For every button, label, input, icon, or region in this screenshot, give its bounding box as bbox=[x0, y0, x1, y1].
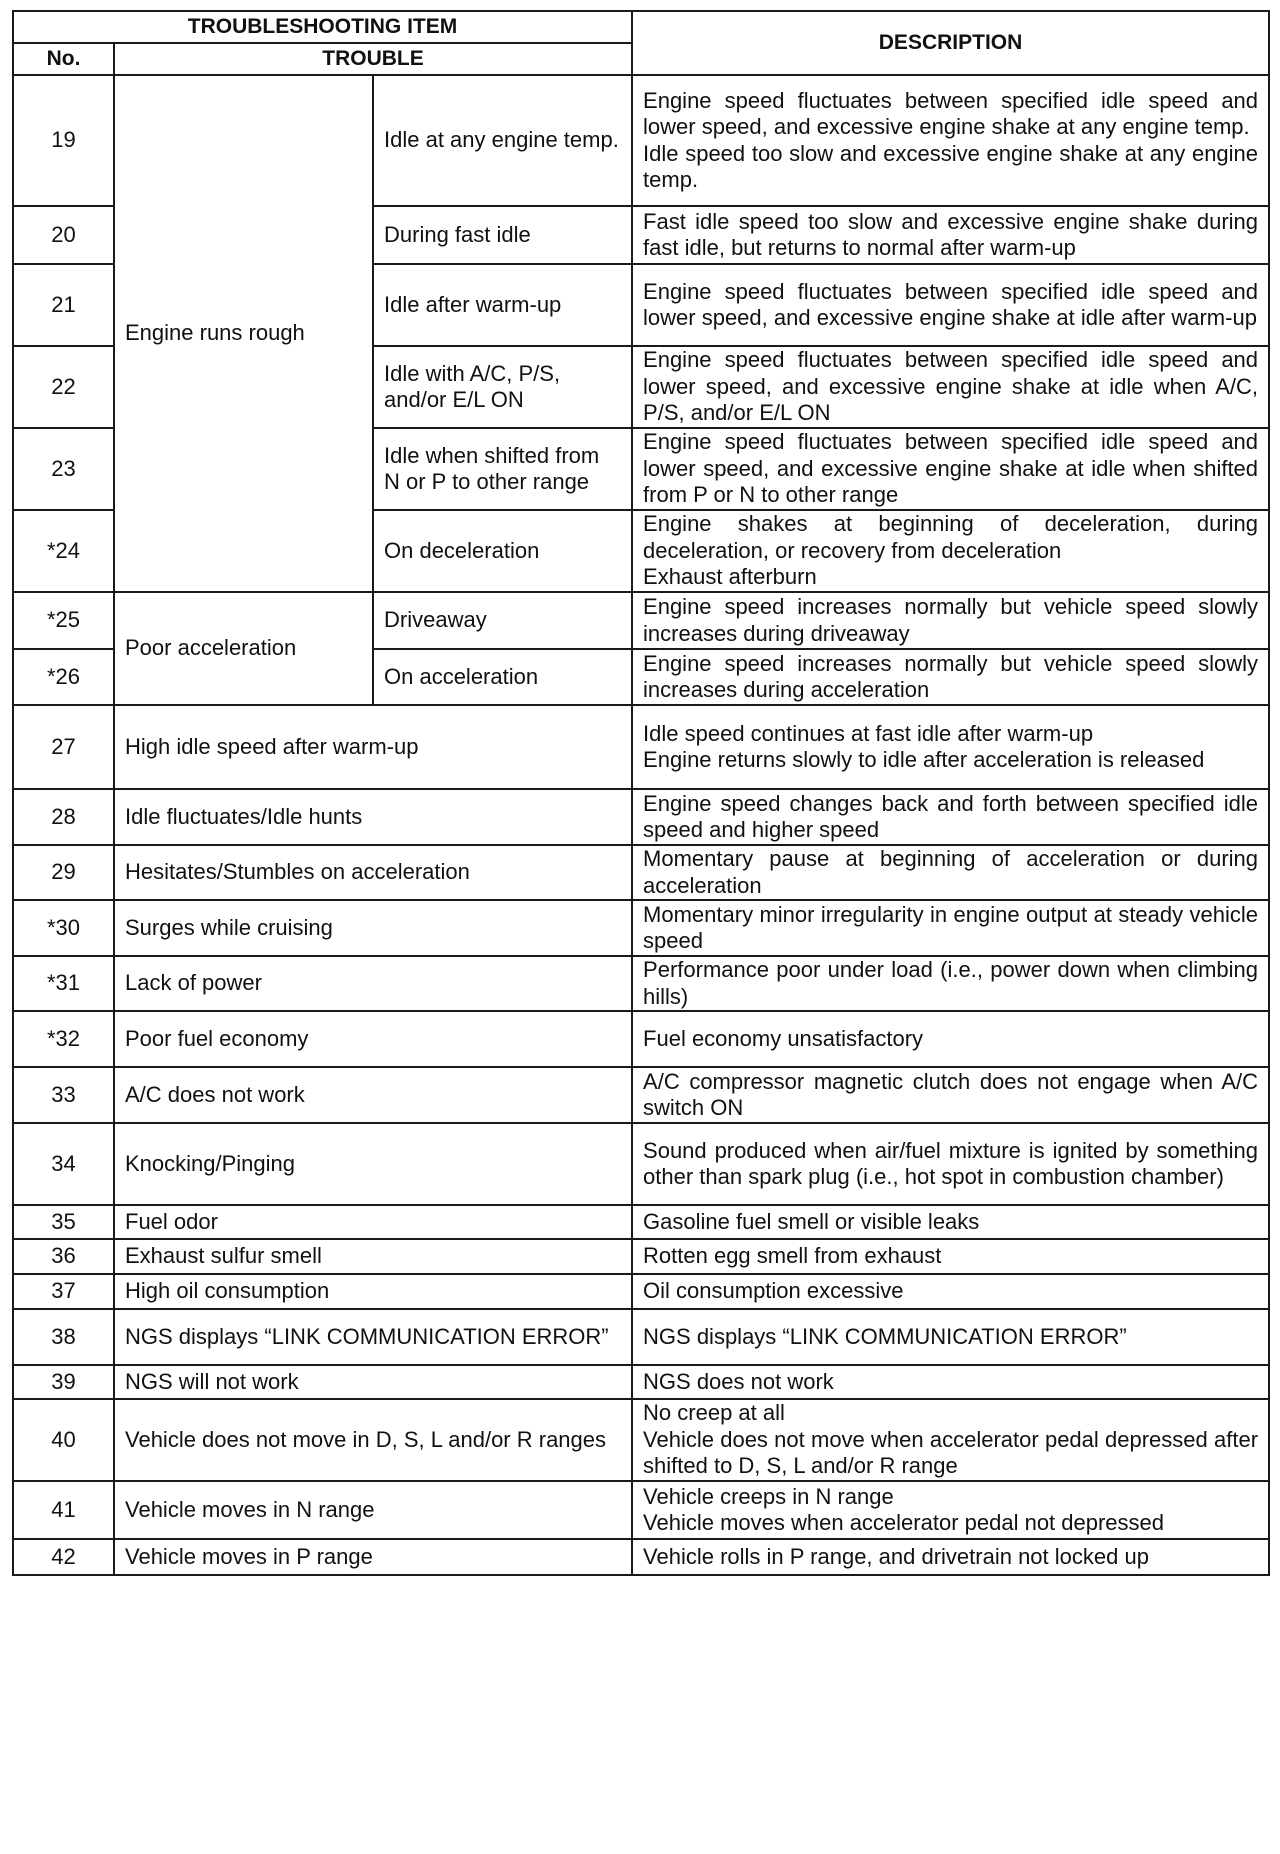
description-line: Momentary pause at beginning of acceleration or during acceleration bbox=[643, 846, 1259, 898]
description-line: Momentary minor irregularity in engine output at steady vehicle speed bbox=[643, 901, 1259, 953]
description-line: Sound produced when air/fuel mixture is ignited by something other than spark plug (i.e., hot spot in combustion chamber) bbox=[643, 1137, 1259, 1189]
table-row bbox=[13, 592, 1269, 649]
row-number: 33 bbox=[13, 1067, 114, 1123]
table-row bbox=[13, 1067, 1269, 1123]
trouble-cell: Exhaust sulfur smell bbox=[114, 1239, 632, 1274]
row-number: 36 bbox=[13, 1239, 114, 1274]
row-number: 34 bbox=[13, 1123, 114, 1205]
description-cell bbox=[632, 705, 1269, 789]
trouble-cell: Lack of power bbox=[114, 956, 632, 1011]
row-number: *26 bbox=[13, 649, 114, 705]
header-troubleshooting-item: TROUBLESHOOTING ITEM bbox=[13, 11, 632, 43]
description-line: Engine speed fluctuates between specified idle speed and lower speed, and excessive engine shake at idle after warm-up bbox=[643, 278, 1259, 330]
table-row bbox=[13, 900, 1269, 956]
header-row-top bbox=[13, 11, 1269, 43]
trouble-cell: NGS displays “LINK COMMUNICATION ERROR” bbox=[114, 1309, 632, 1365]
description-line: Gasoline fuel smell or visible leaks bbox=[643, 1208, 980, 1234]
description-line: Engine returns slowly to idle after acceleration is released bbox=[643, 747, 1205, 772]
trouble-subitem: Idle when shifted from N or P to other range bbox=[373, 428, 632, 510]
description-cell bbox=[632, 1123, 1269, 1205]
trouble-subitem: On acceleration bbox=[373, 649, 632, 705]
table-row bbox=[13, 1205, 1269, 1239]
trouble-subitem: Idle after warm-up bbox=[373, 264, 632, 346]
trouble-cell: Fuel odor bbox=[114, 1205, 632, 1239]
trouble-cell: Knocking/Pinging bbox=[114, 1123, 632, 1205]
description-cell bbox=[632, 428, 1269, 510]
description-line: Fuel economy unsatisfactory bbox=[643, 1025, 924, 1051]
header-trouble: TROUBLE bbox=[114, 43, 632, 75]
description-line: Engine shakes at beginning of deceleration, during deceleration, or recovery from deceleration bbox=[643, 511, 1259, 563]
table-row bbox=[13, 845, 1269, 900]
row-number: 41 bbox=[13, 1481, 114, 1539]
trouble-cell: Hesitates/Stumbles on acceleration bbox=[114, 845, 632, 900]
description-line: Engine speed fluctuates between specified idle speed and lower speed, and excessive engine shake at idle when A/C, P/S, and/or E/L ON bbox=[643, 347, 1259, 426]
troubleshooting-page bbox=[12, 10, 1268, 1576]
description-line: Vehicle does not move when accelerator pedal depressed after shifted to D, S, L and/or R range bbox=[643, 1426, 1259, 1479]
trouble-cell: Vehicle moves in P range bbox=[114, 1539, 632, 1575]
description-cell bbox=[632, 845, 1269, 900]
description-cell bbox=[632, 956, 1269, 1011]
row-number: 21 bbox=[13, 264, 114, 346]
table-row bbox=[13, 1274, 1269, 1309]
description-cell bbox=[632, 900, 1269, 956]
table-row bbox=[13, 1123, 1269, 1205]
trouble-cell: A/C does not work bbox=[114, 1067, 632, 1123]
description-cell bbox=[632, 1539, 1269, 1575]
description-cell bbox=[632, 206, 1269, 264]
description-cell bbox=[632, 75, 1269, 206]
table-row bbox=[13, 75, 1269, 206]
description-line: Engine speed changes back and forth between specified idle speed and higher speed bbox=[643, 790, 1259, 842]
description-line: Engine speed fluctuates between specified idle speed and lower speed, and excessive engine shake at any engine temp. bbox=[643, 87, 1259, 140]
description-line: Oil consumption excessive bbox=[643, 1278, 904, 1304]
row-number: *25 bbox=[13, 592, 114, 649]
description-line: A/C compressor magnetic clutch does not engage when A/C switch ON bbox=[643, 1068, 1259, 1120]
description-line: Idle speed too slow and excessive engine shake at any engine temp. bbox=[643, 140, 1259, 192]
row-number: 42 bbox=[13, 1539, 114, 1575]
description-cell bbox=[632, 346, 1269, 428]
row-number: 19 bbox=[13, 75, 114, 206]
group-poor-acceleration: Poor acceleration bbox=[114, 592, 373, 705]
row-number: 23 bbox=[13, 428, 114, 510]
table-row bbox=[13, 705, 1269, 789]
trouble-cell: NGS will not work bbox=[114, 1365, 632, 1399]
row-number: 20 bbox=[13, 206, 114, 264]
trouble-cell: Idle fluctuates/Idle hunts bbox=[114, 789, 632, 845]
description-cell bbox=[632, 510, 1269, 592]
table-row bbox=[13, 1309, 1269, 1365]
troubleshooting-table bbox=[12, 10, 1270, 1576]
description-line: Vehicle rolls in P range, and drivetrain not locked up bbox=[643, 1543, 1149, 1569]
trouble-cell: High oil consumption bbox=[114, 1274, 632, 1309]
description-cell bbox=[632, 649, 1269, 705]
row-number: 28 bbox=[13, 789, 114, 845]
description-line: Vehicle creeps in N range bbox=[643, 1483, 894, 1509]
description-line: NGS displays “LINK COMMUNICATION ERROR” bbox=[643, 1323, 1127, 1349]
trouble-cell: Surges while cruising bbox=[114, 900, 632, 956]
table-row bbox=[13, 1011, 1269, 1067]
trouble-cell: Vehicle moves in N range bbox=[114, 1481, 632, 1539]
trouble-cell: Poor fuel economy bbox=[114, 1011, 632, 1067]
description-line: Engine speed fluctuates between specified idle speed and lower speed, and excessive engine shake at idle when shifted from P or N to other range bbox=[643, 429, 1259, 508]
row-number: 40 bbox=[13, 1399, 114, 1481]
row-number: 35 bbox=[13, 1205, 114, 1239]
row-number: *24 bbox=[13, 510, 114, 592]
description-cell bbox=[632, 1365, 1269, 1399]
row-number: *32 bbox=[13, 1011, 114, 1067]
header-description: DESCRIPTION bbox=[632, 11, 1269, 75]
trouble-subitem: On deceleration bbox=[373, 510, 632, 592]
row-number: 27 bbox=[13, 705, 114, 789]
description-line: NGS does not work bbox=[643, 1368, 834, 1394]
description-cell bbox=[632, 1067, 1269, 1123]
table-row bbox=[13, 1481, 1269, 1539]
description-cell bbox=[632, 1274, 1269, 1309]
description-cell bbox=[632, 1239, 1269, 1274]
table-row bbox=[13, 1365, 1269, 1399]
table-row bbox=[13, 1539, 1269, 1575]
header-no: No. bbox=[13, 43, 114, 75]
description-line: Performance poor under load (i.e., power down when climbing hills) bbox=[643, 957, 1259, 1009]
description-line: Vehicle moves when accelerator pedal not depressed bbox=[643, 1510, 1165, 1535]
description-line: Fast idle speed too slow and excessive engine shake during fast idle, but returns to normal after warm-up bbox=[643, 208, 1259, 260]
trouble-cell: Vehicle does not move in D, S, L and/or R ranges bbox=[114, 1399, 632, 1481]
description-cell bbox=[632, 789, 1269, 845]
description-cell bbox=[632, 1481, 1269, 1539]
row-number: 38 bbox=[13, 1309, 114, 1365]
trouble-subitem: Idle with A/C, P/S, and/or E/L ON bbox=[373, 346, 632, 428]
row-number: 39 bbox=[13, 1365, 114, 1399]
description-cell bbox=[632, 1399, 1269, 1481]
row-number: *31 bbox=[13, 956, 114, 1011]
group-engine-runs-rough: Engine runs rough bbox=[114, 75, 373, 592]
trouble-subitem: During fast idle bbox=[373, 206, 632, 264]
row-number: 37 bbox=[13, 1274, 114, 1309]
trouble-cell: High idle speed after warm-up bbox=[114, 705, 632, 789]
description-cell bbox=[632, 1011, 1269, 1067]
description-line: Engine speed increases normally but vehicle speed slowly increases during acceleration bbox=[643, 650, 1259, 702]
description-line: Rotten egg smell from exhaust bbox=[643, 1243, 942, 1269]
table-row bbox=[13, 789, 1269, 845]
description-line: Engine speed increases normally but vehicle speed slowly increases during driveaway bbox=[643, 594, 1259, 646]
description-line: Exhaust afterburn bbox=[643, 564, 817, 590]
trouble-subitem: Driveaway bbox=[373, 592, 632, 649]
description-line: Idle speed continues at fast idle after warm-up bbox=[643, 720, 1094, 746]
description-cell bbox=[632, 264, 1269, 346]
table-row bbox=[13, 956, 1269, 1011]
description-cell bbox=[632, 592, 1269, 649]
row-number: *30 bbox=[13, 900, 114, 956]
table-row bbox=[13, 1239, 1269, 1274]
row-number: 29 bbox=[13, 845, 114, 900]
trouble-subitem: Idle at any engine temp. bbox=[373, 75, 632, 206]
row-number: 22 bbox=[13, 346, 114, 428]
description-cell bbox=[632, 1205, 1269, 1239]
description-cell bbox=[632, 1309, 1269, 1365]
description-line: No creep at all bbox=[643, 1400, 785, 1426]
table-row bbox=[13, 1399, 1269, 1481]
